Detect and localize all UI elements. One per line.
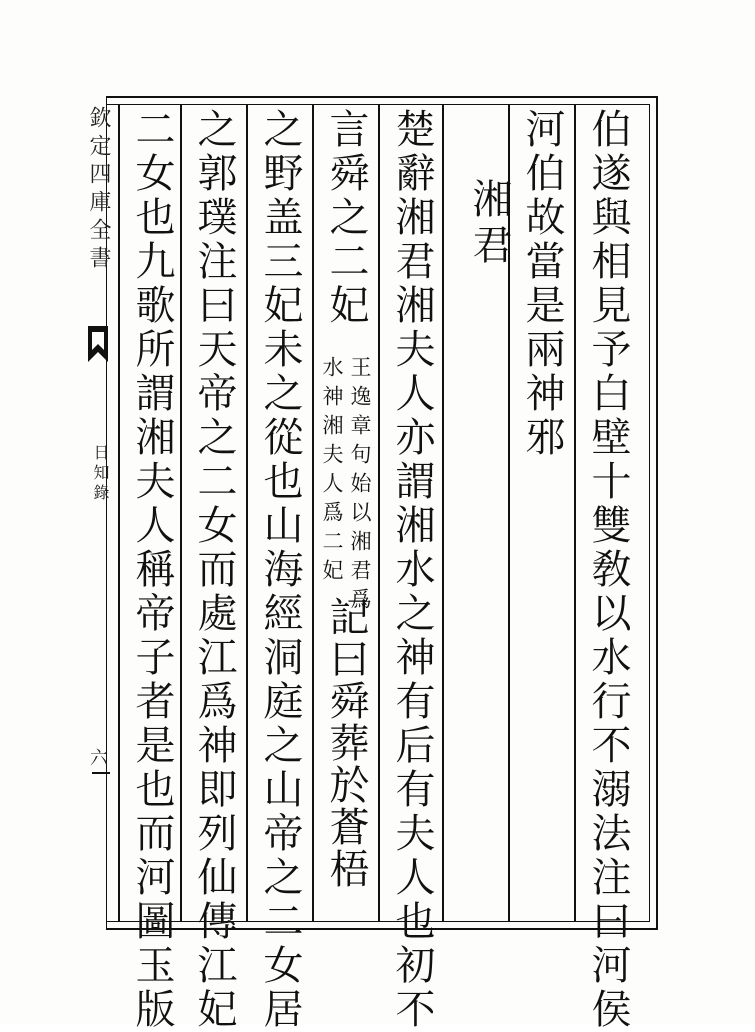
margin-rule [92,772,110,774]
margin-title: 欽定四庫全書 [86,106,111,274]
column-rule [312,104,314,922]
text-column-5-top: 言舜之二妃 [323,108,369,328]
text-column-4: 楚辭湘君湘夫人亦謂湘水之神有后有夫人也初不 [389,108,435,1032]
column-rule [180,104,182,922]
text-column-5-bottom: 記曰舜葬於蒼梧 [323,596,369,890]
text-column-1: 伯遂與相見予白壁十雙敎以水行不溺法注曰河侯 [585,108,631,1032]
text-column-8: 二女也九歌所謂湘夫人稱帝子者是也而河圖玉版 [129,108,175,1032]
column-rule [574,104,576,922]
page-frame-inner [100,104,650,922]
column-rule [378,104,380,922]
annotation-right: 王逸章句始以湘君爲 [348,356,372,617]
column-rule [246,104,248,922]
margin-page-number: 六 [87,748,108,766]
column-rule [442,104,444,922]
fishtail-mark-icon [86,322,110,370]
margin-book-title: 日知錄 [91,444,110,504]
text-column-7: 之郭璞注曰天帝之二女而處江爲神即列仙傳江妃 [191,108,237,1032]
text-column-6: 之野盖三妃未之從也山海經洞庭之山帝之二女居 [257,108,303,1032]
annotation-left: 水神湘夫人爲二妃 [320,356,344,588]
column-rule [118,104,120,922]
section-heading: 湘君 [466,178,512,270]
text-column-2: 河伯故當是兩神邪 [519,108,565,460]
